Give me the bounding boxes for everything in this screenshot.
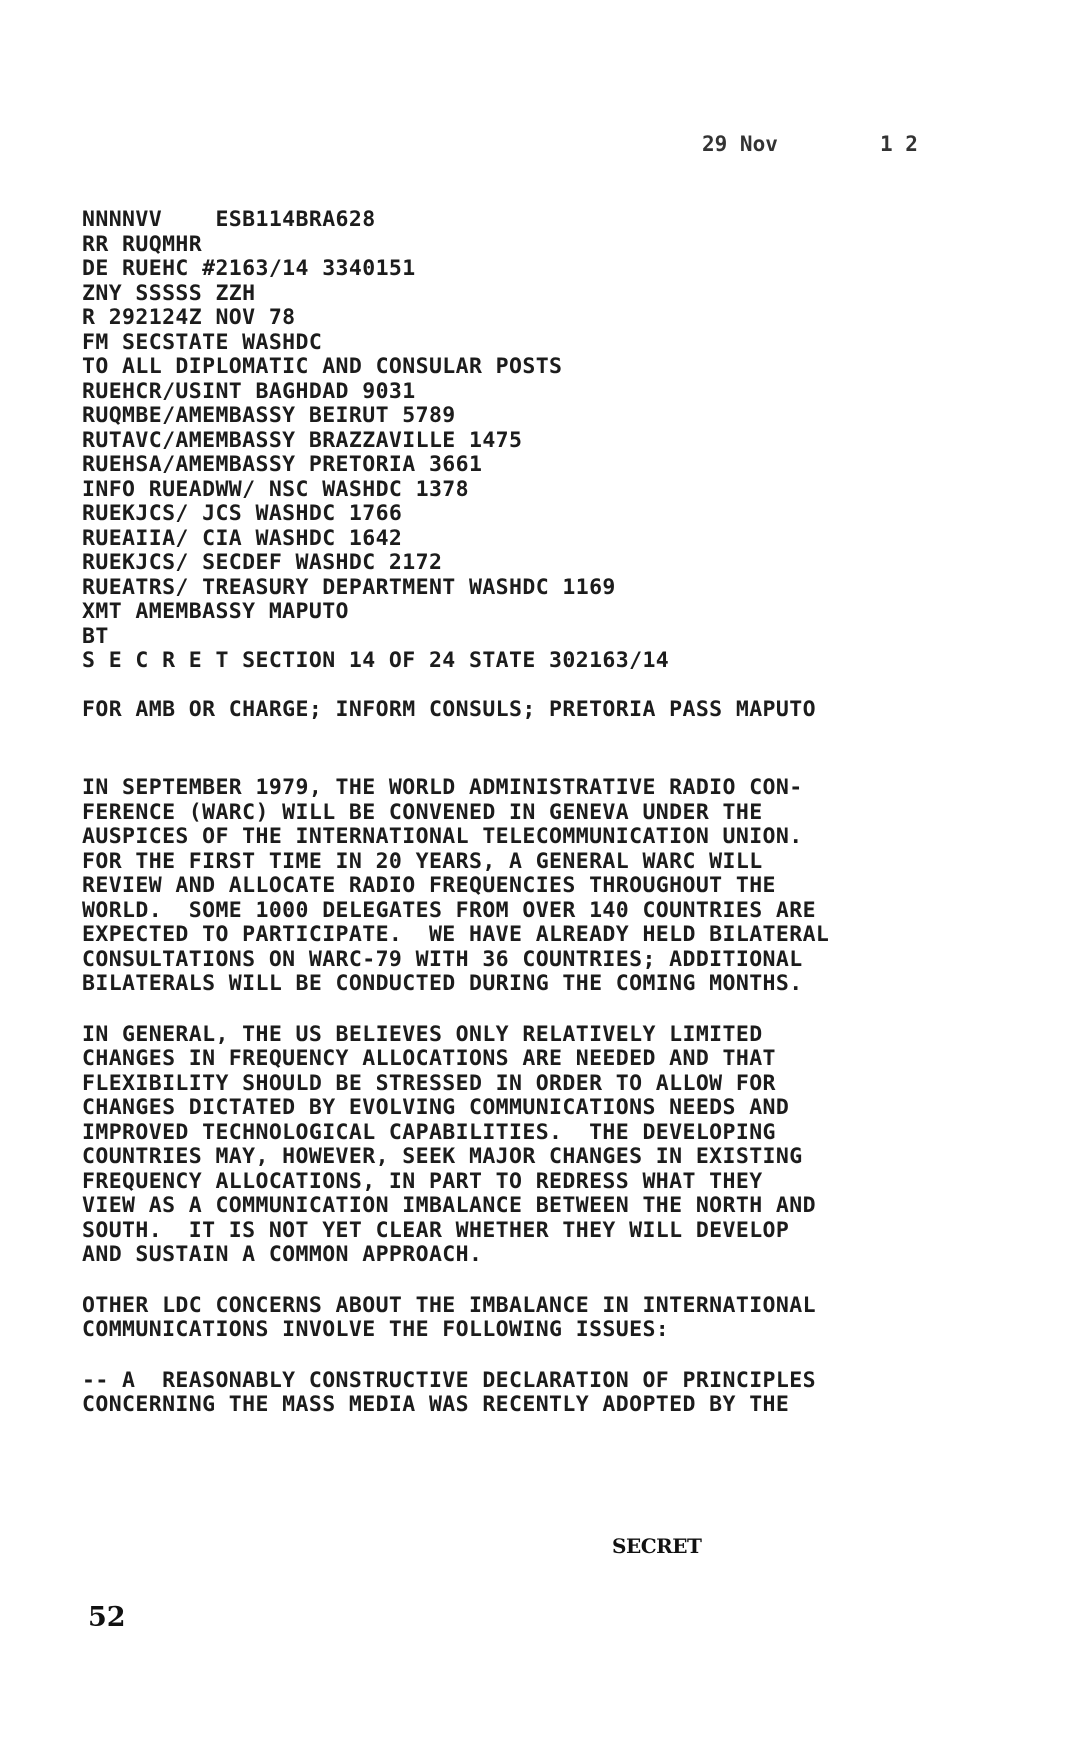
text-line: AUSPICES OF THE INTERNATIONAL TELECOMMUNICATION UNION. — [82, 824, 803, 849]
text-line: FOR THE FIRST TIME IN 20 YEARS, A GENERAL WARC WILL — [82, 848, 763, 874]
header-line: RUEAIIA/ CIA WASHDC 1642 — [82, 525, 403, 551]
text-line: VIEW AS A COMMUNICATION IMBALANCE BETWEEN THE NORTH AND — [82, 1193, 816, 1218]
text-line: FLEXIBILITY SHOULD BE STRESSED IN ORDER TO ALLOW FOR — [82, 1070, 776, 1096]
text-line: EXPECTED TO PARTICIPATE. WE HAVE ALREADY HELD BILATERAL — [82, 922, 830, 947]
header-line: RUEATRS/ TREASURY DEPARTMENT WASHDC 1169 — [82, 574, 616, 600]
header-line: INFO RUEADWW/ NSC WASHDC 1378 — [82, 476, 469, 502]
text-line: CONCERNING THE MASS MEDIA WAS RECENTLY ADOPTED BY THE — [82, 1392, 790, 1417]
paragraph-mass-media — [82, 1369, 1012, 1418]
header-line: RUEKJCS/ JCS WASHDC 1766 — [82, 501, 403, 526]
text-line: COMMUNICATIONS INVOLVE THE FOLLOWING ISSUES: — [82, 1317, 670, 1342]
header-line: RUEHSA/AMEMBASSY PRETORIA 3661 — [82, 452, 483, 477]
header-line: BT — [82, 623, 109, 649]
header-line: NNNNVV ESB114BRA628 — [82, 207, 376, 232]
header-line: XMT AMEMBASSY MAPUTO — [82, 599, 349, 624]
header-line: DE RUEHC #2163/14 3340151 — [82, 256, 416, 281]
text-line: WORLD. SOME 1000 DELEGATES FROM OVER 140 COUNTRIES ARE — [82, 897, 816, 923]
text-line: COUNTRIES MAY, HOWEVER, SEEK MAJOR CHANGES IN EXISTING — [82, 1144, 803, 1169]
text-line: -- A REASONABLY CONSTRUCTIVE DECLARATION OF PRINCIPLES — [82, 1367, 816, 1393]
paragraph-ldc-concerns — [82, 1294, 1012, 1343]
header-line: RUQMBE/AMEMBASSY BEIRUT 5789 — [82, 403, 456, 428]
text-line: CHANGES DICTATED BY EVOLVING COMMUNICATIONS NEEDS AND — [82, 1095, 790, 1120]
text-line: IN SEPTEMBER 1979, THE WORLD ADMINISTRATIVE RADIO CON- — [82, 775, 803, 800]
text-line: IN GENERAL, THE US BELIEVES ONLY RELATIVELY LIMITED — [82, 1021, 763, 1047]
header-line: TO ALL DIPLOMATIC AND CONSULAR POSTS — [82, 354, 563, 379]
header-line: RUEHCR/USINT BAGHDAD 9031 — [82, 378, 416, 404]
instruction-line: FOR AMB OR CHARGE; INFORM CONSULS; PRETORIA PASS MAPUTO — [82, 696, 816, 722]
text-line: FREQUENCY ALLOCATIONS, IN PART TO REDRESS WHAT THEY — [82, 1168, 763, 1194]
text-line: BILATERALS WILL BE CONDUCTED DURING THE COMING MONTHS. — [82, 971, 803, 996]
header-line: ZNY SSSSS ZZH — [82, 280, 256, 306]
section-line: S E C R E T SECTION 14 OF 24 STATE 302163/14 — [82, 648, 670, 673]
paragraph-warc — [82, 776, 1012, 997]
text-line: CHANGES IN FREQUENCY ALLOCATIONS ARE NEEDED AND THAT — [82, 1046, 776, 1071]
text-line: IMPROVED TECHNOLOGICAL CAPABILITIES. THE DEVELOPING — [82, 1119, 776, 1145]
telegram-body — [82, 208, 1012, 1444]
text-line: REVIEW AND ALLOCATE RADIO FREQUENCIES THROUGHOUT THE — [82, 873, 776, 898]
classification-mark: SECRET — [612, 1534, 702, 1558]
date-stamp: 29 Nov — [702, 132, 778, 156]
header-line: FM SECSTATE WASHDC — [82, 329, 323, 355]
text-line: SOUTH. IT IS NOT YET CLEAR WHETHER THEY WILL DEVELOP — [82, 1217, 790, 1243]
page-number: 52 — [88, 1602, 126, 1633]
text-line: CONSULTATIONS ON WARC-79 WITH 36 COUNTRIES; ADDITIONAL — [82, 946, 803, 972]
header-line: RUEKJCS/ SECDEF WASHDC 2172 — [82, 550, 443, 575]
header-line: RUTAVC/AMEMBASSY BRAZZAVILLE 1475 — [82, 427, 523, 453]
text-line: OTHER LDC CONCERNS ABOUT THE IMBALANCE IN INTERNATIONAL — [82, 1292, 816, 1318]
header-line: R 292124Z NOV 78 — [82, 305, 296, 330]
header-line: RR RUQMHR — [82, 231, 203, 257]
header-block — [82, 208, 1012, 674]
paragraph-us-position — [82, 1023, 1012, 1268]
corner-mark: 1 2 — [880, 132, 918, 156]
text-line: FERENCE (WARC) WILL BE CONVENED IN GENEVA UNDER THE — [82, 799, 763, 825]
text-line: AND SUSTAIN A COMMON APPROACH. — [82, 1242, 483, 1267]
